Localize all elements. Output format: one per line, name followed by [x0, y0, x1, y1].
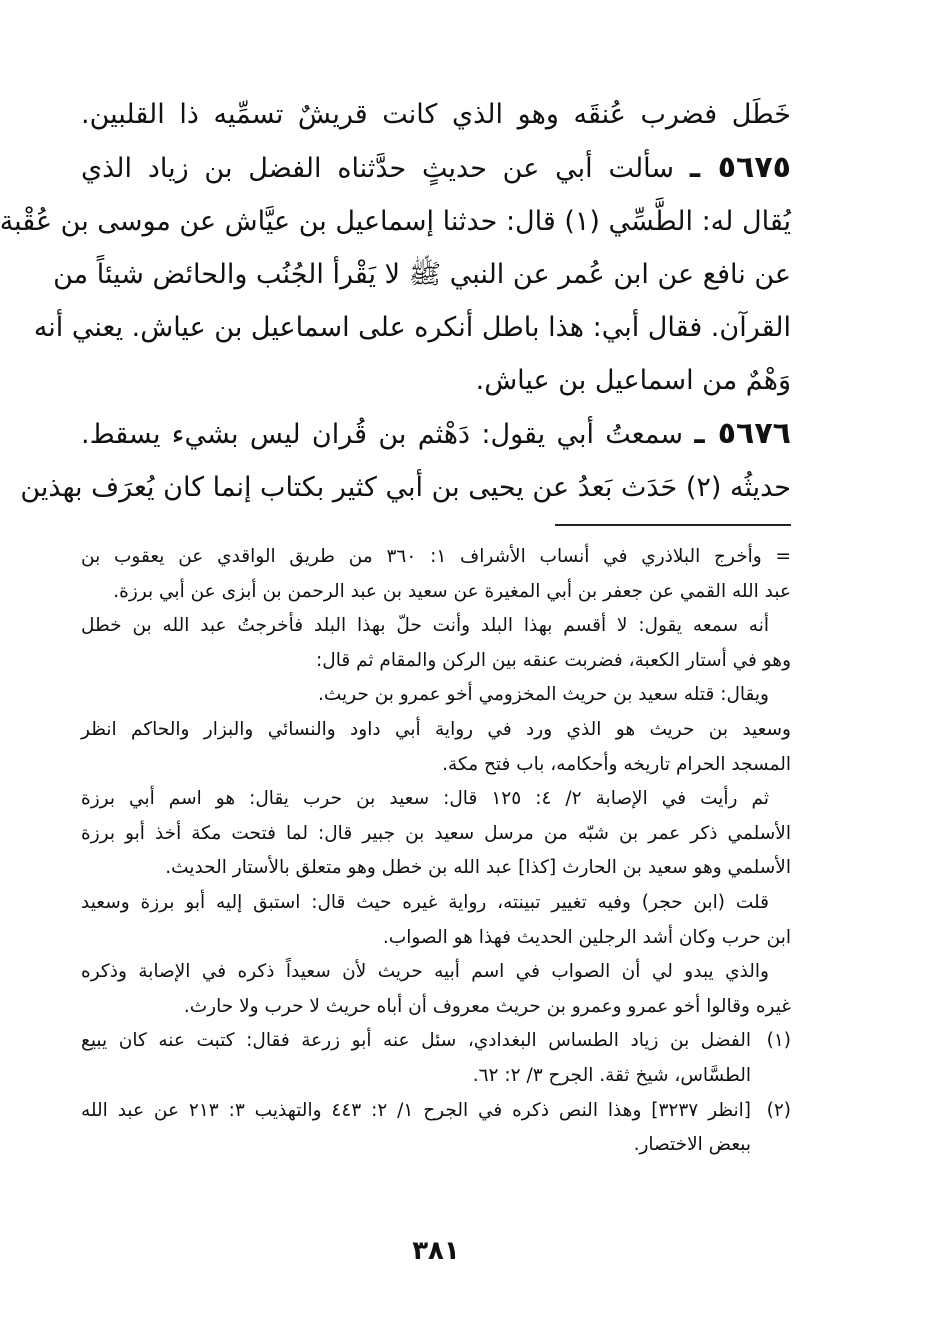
footnote-line: ابن حرب وكان أشد الرجلين الحديث فهذا هو الصواب.	[382, 926, 791, 948]
footnote-line: ثم رأيت في الإصابة ٢/ ٤: ١٢٥ قال: سعيد بن حرب يقال: هو اسم أبي برزة	[81, 788, 769, 810]
main-text-line: خَطَل فضرب عُنقَه وهو الذي كانت قريشٌ تسمِّيه ذا القلبين.	[81, 99, 791, 130]
book-page	[0, 88, 792, 1288]
footnote-marker: (٢)	[766, 1099, 792, 1121]
entry-5675-line: ٥٦٧٥ ـ سألت أبي عن حديثٍ حدَّثناه الفضل بن زياد الذي	[81, 150, 791, 185]
footnote-line: عبد الله القمي عن جعفر بن أبي المغيرة عن سعيد بن عبد الرحمن بن أبزى عن أبي برزة.	[113, 580, 791, 602]
footnote-line: وسعيد بن حريث هو الذي ورد في رواية أبي داود والنسائي والبزار والحاكم انظر	[81, 718, 791, 740]
main-text-line: حديثُه (٢) حَدَث بَعدُ عن يحيى بن أبي كثير بكتاب إنما كان يُعرَف بهذين	[20, 472, 791, 503]
footnote-line: الأسلمي وهو سعيد بن الحارث [كذا] عبد الله بن خطل وهو متعلق بالأستار الحديث.	[165, 857, 791, 879]
footnote-marker: (١)	[766, 1030, 791, 1052]
main-text-line: عن نافع عن ابن عُمر عن النبي ﷺ لا يَقْرأ الجُنُب والحائض شيئاً من	[53, 259, 791, 290]
main-text-line: وَهْمٌ من اسماعيل بن عياش.	[475, 365, 791, 396]
entry-number: ٥٦٧٥ ـ	[689, 150, 791, 185]
footnote-line: وهو في أستار الكعبة، فضربت عنقه بين الركن والمقام ثم قال:	[316, 649, 791, 671]
page-number: ٣٨١	[412, 1236, 460, 1266]
main-text	[0, 88, 791, 503]
footnote-line: = وأخرج البلاذري في أنساب الأشراف ١: ٣٦٠ من طريق الواقدي عن يعقوب بن	[81, 546, 791, 567]
footnote-line: الأسلمي ذكر عمر بن شبّه من مرسل سعيد بن جبير قال: لما فتحت مكة أخذ أبو برزة	[81, 822, 791, 844]
main-text-line: القرآن. فقال أبي: هذا باطل أنكره على اسماعيل بن عياش. يعني أنه	[33, 312, 791, 343]
footnote-1: (١)الفضل بن زياد الطساس البغدادي، سئل عنه أبو زرعة فقال: كتبت عنه كان يبيع	[81, 1024, 791, 1059]
entry-number: ٥٦٧٦ ـ	[694, 416, 791, 451]
entry-5676-line: ٥٦٧٦ ـ سمعتُ أبي يقول: دَهْثم بن قُران ليس بشيء يسقط.	[81, 416, 791, 451]
footnote-line: ببعض الاختصار.	[633, 1134, 751, 1156]
footnote-line: والذي يبدو لي أن الصواب في اسم أبيه حريث لأن سعيداً ذكره في الإصابة وذكره	[81, 961, 769, 983]
footnote-line: ويقال: قتله سعيد بن حريث المخزومي أخو عمرو بن حريث.	[317, 684, 769, 706]
footnotes	[81, 540, 791, 1163]
footnote-separator	[555, 524, 791, 526]
footnote-2: (٢)[انظر ٣٢٣٧] وهذا النص ذكره في الجرح ١/ ٢: ٤٤٣ والتهذيب ٣: ٢١٣ عن عبد الله	[81, 1094, 791, 1129]
footnote-line: قلت (ابن حجر) وفيه تغيير تبينته، رواية غيره حيث قال: استبق إليه أبو برزة وسعيد	[81, 891, 769, 913]
footnote-line: غيره وقالوا أخو عمرو وعمرو بن حريث معروف أن أباه حريث لا حرب ولا حارث.	[183, 995, 791, 1017]
footnote-line: المسجد الحرام تاريخه وأحكامه، باب فتح مكة.	[442, 753, 791, 775]
footnote-line: أنه سمعه يقول: لا أقسم بهذا البلد وأنت حلّ بهذا البلد فأخرجتُ عبد الله بن خطل	[81, 615, 769, 637]
footnote-line: الطسَّاس، شيخ ثقة. الجرح ٣/ ٢: ٦٢.	[472, 1064, 751, 1086]
main-text-line: يُقال له: الطَّسِّي (١) قال: حدثنا إسماعيل بن عيَّاش عن موسى بن عُقْبة	[0, 206, 791, 237]
